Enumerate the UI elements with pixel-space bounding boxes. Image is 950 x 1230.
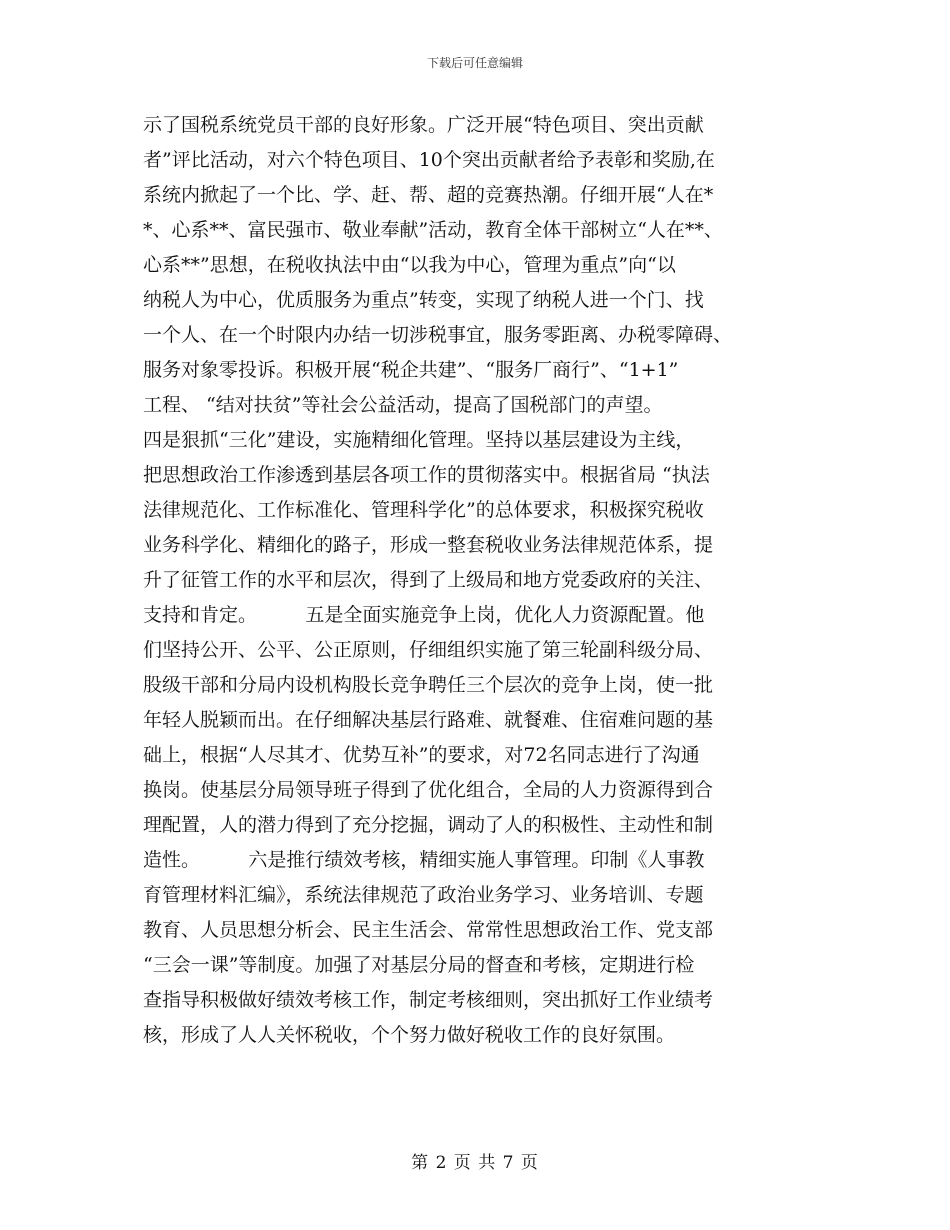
text-line: 系统内掀起了一个比、学、赶、帮、超的竞赛热潮。仔细开展“人在* xyxy=(143,184,714,206)
text-line: 法律规范化、工作标准化、管理科学化”的总体要求，积极探究税收 xyxy=(143,499,704,521)
text-line: 造性。 六是推行绩效考核，精细实施人事管理。印制《人事教 xyxy=(143,849,705,871)
text-line: 四是狠抓“三化”建设，实施精细化管理。坚持以基层建设为主线， xyxy=(143,429,695,451)
text-line: 服务对象零投诉。积极开展“税企共建”、“服务厂商行”、“1+1” xyxy=(143,359,679,381)
text-line: 者”评比活动，对六个特色项目、10个突出贡献者给予表彰和奖励,在 xyxy=(143,149,715,171)
text-line: 心系**”思想，在税收执法中由“以我为中心，管理为重点”向“以 xyxy=(143,254,676,276)
text-line: 核，形成了人人关怀税收，个个努力做好税收工作的良好氛围。 xyxy=(143,1024,676,1046)
text-line: 理配置，人的潜力得到了充分挖掘，调动了人的积极性、主动性和制 xyxy=(143,814,714,836)
text-line: 股级干部和分局内设机构股长竞争聘任三个层次的竞争上岗，使一批 xyxy=(143,674,714,696)
text-line: 育管理材料汇编》，系统法律规范了政治业务学习、业务培训、专题 xyxy=(143,884,704,906)
page-header: 下载后可任意编辑 xyxy=(426,56,523,70)
text-line: 把思想政治工作渗透到基层各项工作的贯彻落实中。根据省局 “执法 xyxy=(143,464,710,486)
text-line: 年轻人脱颖而出。在仔细解决基层行路难、就餐难、住宿难问题的基 xyxy=(143,709,714,731)
page-number: 第 2 页 共 7 页 xyxy=(411,1153,539,1173)
text-line: 升了征管工作的水平和层次，得到了上级局和地方党委政府的关注、 xyxy=(143,569,714,591)
text-line: 教育、人员思想分析会、民主生活会、常常性思想政治工作、党支部 xyxy=(143,919,714,941)
text-line: 纳税人为中心，优质服务为重点”转变，实现了纳税人进一个门、找 xyxy=(143,289,704,311)
text-line: 们坚持公开、公平、公正原则，仔细组织实施了第三轮副科级分局、 xyxy=(143,639,714,661)
text-line: “三会一课”等制度。加强了对基层分局的督查和考核，定期进行检 xyxy=(143,954,695,976)
text-line: 查指导积极做好绩效考核工作，制定考核细则，突出抓好工作业绩考 xyxy=(143,989,714,1011)
text-line: 支持和肯定。 五是全面实施竞争上岗，优化人力资源配置。他 xyxy=(143,604,705,626)
text-line: *、心系**、富民强市、敬业奉献”活动，教育全体干部树立“人在**、 xyxy=(143,219,723,241)
text-line: 一个人、在一个时限内办结一切涉税事宜，服务零距离、办税零障碍、 xyxy=(143,324,733,346)
text-line: 础上，根据“人尽其才、优势互补”的要求，对72名同志进行了沟通 xyxy=(143,744,700,766)
text-line: 换岗。使基层分局领导班子得到了优化组合，全局的人力资源得到合 xyxy=(143,779,714,801)
text-line: 工程、 “结对扶贫”等社会公益活动，提高了国税部门的声望。 xyxy=(143,394,663,416)
text-line: 业务科学化、精细化的路子，形成一整套税收业务法律规范体系，提 xyxy=(143,534,714,556)
text-line: 示了国税系统党员干部的良好形象。广泛开展“特色项目、突出贡献 xyxy=(143,114,704,136)
